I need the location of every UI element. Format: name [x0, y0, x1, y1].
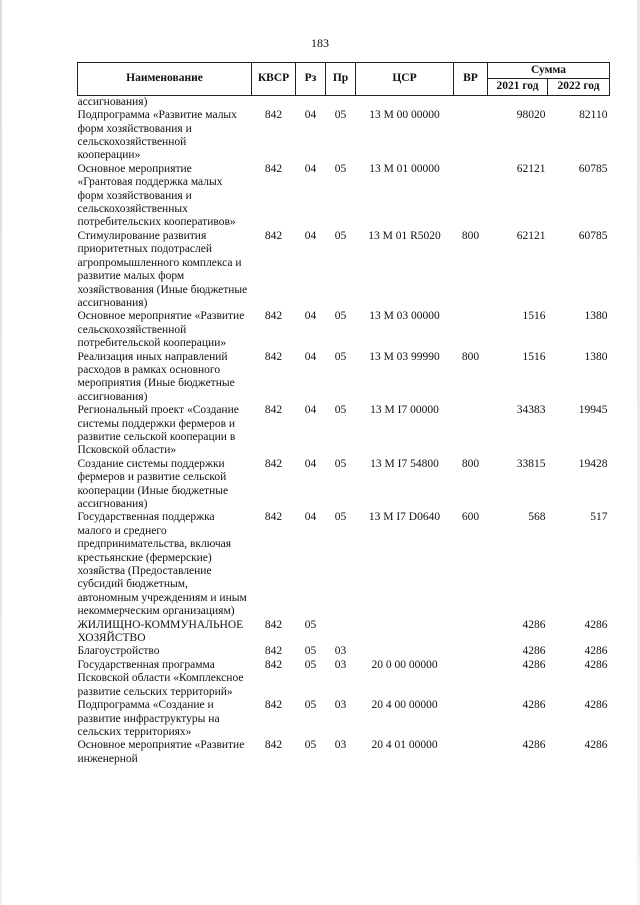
cell-sum-2021: 568	[528, 511, 546, 524]
cell-sum-2021: 4286	[522, 739, 546, 752]
header-csr: ЦСР	[356, 63, 454, 96]
cell-name: Реализация иных направлений расходов в рамках основного мероприятия (Иные бюджетные ассигнования)	[77, 350, 235, 403]
cell-csr: 13 М 03 00000	[369, 310, 440, 323]
table-row	[78, 659, 610, 699]
cell-vr: 800	[461, 457, 480, 470]
cell-name: Создание системы поддержки фермеров и развитие сельской кооперации (Иные бюджетные ассигнования)	[77, 457, 229, 510]
cell-sum-2021: 1516	[522, 310, 546, 323]
cell-name: Государственная поддержка малого и среднего предпринимательства, включая крестьянские (фермерские) хозяйства (Предоставление субсидий бюджетным, автономным учреждениям и иным некоммерческим организациям)	[77, 511, 247, 618]
table-row	[78, 109, 610, 163]
cell-sum-2021: 4286	[522, 658, 546, 671]
cell-kvsr: 842	[264, 739, 283, 752]
cell-sum-2022: 60785	[578, 229, 608, 242]
scan-edge-left	[0, 0, 2, 905]
header-vr: ВР	[454, 63, 488, 96]
cell-rz: 04	[304, 229, 317, 242]
cell-vr	[454, 619, 488, 646]
table-row	[78, 230, 610, 310]
cell-vr	[454, 645, 488, 658]
table-row	[78, 163, 610, 230]
cell-rz	[296, 95, 326, 109]
cell-rz: 05	[304, 739, 317, 752]
cell-vr	[454, 404, 488, 458]
cell-pr	[326, 619, 356, 646]
cell-sum-2022: 1380	[584, 350, 608, 363]
cell-sum-2021: 62121	[516, 229, 546, 242]
cell-pr: 05	[334, 162, 347, 175]
page-number: 183	[311, 36, 329, 50]
cell-rz: 04	[304, 310, 317, 323]
cell-pr: 03	[334, 645, 347, 658]
cell-pr: 03	[334, 699, 347, 712]
cell-name: Подпрограмма «Создание и развитие инфраструктуры на сельских территориях»	[77, 699, 220, 738]
cell-sum-2022: 4286	[584, 699, 608, 712]
cell-rz: 04	[304, 162, 317, 175]
cell-rz: 04	[304, 109, 317, 122]
cell-kvsr: 842	[264, 350, 283, 363]
cell-csr: 13 М 03 99990	[369, 350, 440, 363]
table-row	[78, 739, 610, 766]
cell-csr: 20 0 00 00000	[371, 658, 438, 671]
budget-table	[77, 62, 610, 766]
table-row	[78, 699, 610, 739]
cell-kvsr: 842	[264, 618, 283, 631]
cell-kvsr: 842	[264, 511, 283, 524]
table-row	[78, 310, 610, 350]
cell-rz: 04	[304, 404, 317, 417]
cell-kvsr: 842	[264, 457, 283, 470]
header-name: Наименование	[78, 63, 252, 96]
cell-pr: 05	[334, 229, 347, 242]
table-row	[78, 458, 610, 512]
cell-pr: 05	[334, 404, 347, 417]
cell-vr: 800	[461, 350, 480, 363]
cell-name: Основное мероприятие «Грантовая поддержка малых форм хозяйствования и сельскохозяйственных потребительских кооперативов»	[77, 162, 236, 229]
cell-sum-2022: 4286	[584, 645, 608, 658]
cell-sum-2021: 33815	[516, 457, 546, 470]
cell-kvsr: 842	[264, 699, 283, 712]
cell-kvsr: 842	[264, 109, 283, 122]
cell-sum-2022: 4286	[584, 618, 608, 631]
header-rz: Рз	[296, 63, 326, 96]
cell-vr	[454, 699, 488, 739]
cell-kvsr: 842	[264, 658, 283, 671]
header-pr: Пр	[326, 63, 356, 96]
cell-sum-2021: 4286	[522, 699, 546, 712]
header-kvsr: КВСР	[252, 63, 296, 96]
cell-csr: 13 М 01 00000	[369, 162, 440, 175]
table-row	[78, 645, 610, 658]
cell-kvsr: 842	[264, 645, 283, 658]
cell-pr: 05	[334, 457, 347, 470]
cell-rz: 04	[304, 457, 317, 470]
cell-sum-2022: 4286	[584, 739, 608, 752]
cell-csr	[356, 645, 454, 658]
table-row	[78, 95, 610, 109]
cell-vr: 600	[461, 511, 480, 524]
header-sum: Сумма	[488, 63, 610, 79]
cell-sum-2021: 98020	[516, 109, 546, 122]
cell-name: Основное мероприятие «Развитие сельскохозяйственной потребительской кооперации»	[77, 310, 245, 350]
cell-rz: 05	[304, 618, 317, 631]
header-year-2021: 2021 год	[488, 79, 548, 95]
cell-csr: 13 М I7 54800	[370, 457, 439, 470]
cell-kvsr: 842	[264, 229, 283, 242]
cell-sum-2021: 4286	[522, 618, 546, 631]
cell-name: ассигнования)	[77, 95, 148, 108]
cell-rz: 04	[304, 511, 317, 524]
cell-name: ЖИЛИЩНО-КОММУНАЛЬНОЕ ХОЗЯЙСТВО	[77, 618, 244, 645]
cell-csr: 20 4 00 00000	[371, 699, 438, 712]
cell-name: Основное мероприятие «Развитие инженерной	[77, 739, 245, 765]
cell-vr	[454, 659, 488, 699]
cell-vr	[454, 739, 488, 766]
cell-sum-2022: 1380	[584, 310, 608, 323]
cell-sum-2022: 4286	[584, 658, 608, 671]
cell-kvsr: 842	[264, 404, 283, 417]
cell-pr: 05	[334, 350, 347, 363]
cell-rz: 05	[304, 645, 317, 658]
cell-sum-2021: 34383	[516, 404, 546, 417]
cell-pr: 03	[334, 658, 347, 671]
cell-pr: 05	[334, 511, 347, 524]
cell-pr: 05	[334, 310, 347, 323]
cell-kvsr: 842	[264, 162, 283, 175]
cell-sum-2022: 517	[590, 511, 608, 524]
cell-name: Стимулирование развития приоритетных подотраслей агропромышленного комплекса и развитие малых форм хозяйствования (Иные бюджетные ассигнования)	[77, 229, 248, 309]
cell-sum-2021: 4286	[522, 645, 546, 658]
table-header	[78, 63, 610, 96]
cell-sum-2021	[488, 95, 548, 109]
cell-pr	[326, 95, 356, 109]
cell-csr: 13 М I7 D0640	[368, 511, 441, 524]
header-year-2022: 2022 год	[548, 79, 610, 95]
cell-sum-2021: 62121	[516, 162, 546, 175]
cell-csr	[356, 95, 454, 109]
cell-name: Подпрограмма «Развитие малых форм хозяйствования и сельскохозяйственной кооперации»	[77, 109, 237, 162]
cell-pr: 03	[334, 739, 347, 752]
cell-rz: 05	[304, 699, 317, 712]
cell-name: Региональный проект «Создание системы поддержки фермеров и развитие сельской кооперации в Псковской области»	[77, 404, 239, 457]
cell-csr	[356, 619, 454, 646]
cell-sum-2022	[548, 95, 610, 109]
cell-vr	[454, 109, 488, 163]
table-body	[78, 95, 610, 766]
cell-sum-2022: 60785	[578, 162, 608, 175]
cell-name: Благоустройство	[77, 645, 160, 658]
cell-vr	[454, 310, 488, 350]
cell-sum-2022: 82110	[579, 109, 608, 122]
cell-vr	[454, 95, 488, 109]
cell-sum-2022: 19945	[578, 404, 608, 417]
table-row	[78, 511, 610, 618]
cell-vr: 800	[461, 229, 480, 242]
cell-kvsr	[252, 95, 296, 109]
cell-csr: 20 4 01 00000	[371, 739, 438, 752]
cell-sum-2021: 1516	[522, 350, 546, 363]
cell-name: Государственная программа Псковской области «Комплексное развитие сельских территорий»	[77, 658, 244, 698]
cell-csr: 13 М 00 00000	[369, 109, 440, 122]
cell-csr: 13 М 01 R5020	[368, 229, 441, 242]
cell-rz: 05	[304, 658, 317, 671]
cell-vr	[454, 163, 488, 230]
cell-sum-2022: 19428	[578, 457, 608, 470]
cell-kvsr: 842	[264, 310, 283, 323]
cell-pr: 05	[334, 109, 347, 122]
table-row	[78, 619, 610, 646]
cell-rz: 04	[304, 350, 317, 363]
cell-csr: 13 М I7 00000	[370, 404, 439, 417]
table-row	[78, 351, 610, 405]
table-row	[78, 404, 610, 458]
